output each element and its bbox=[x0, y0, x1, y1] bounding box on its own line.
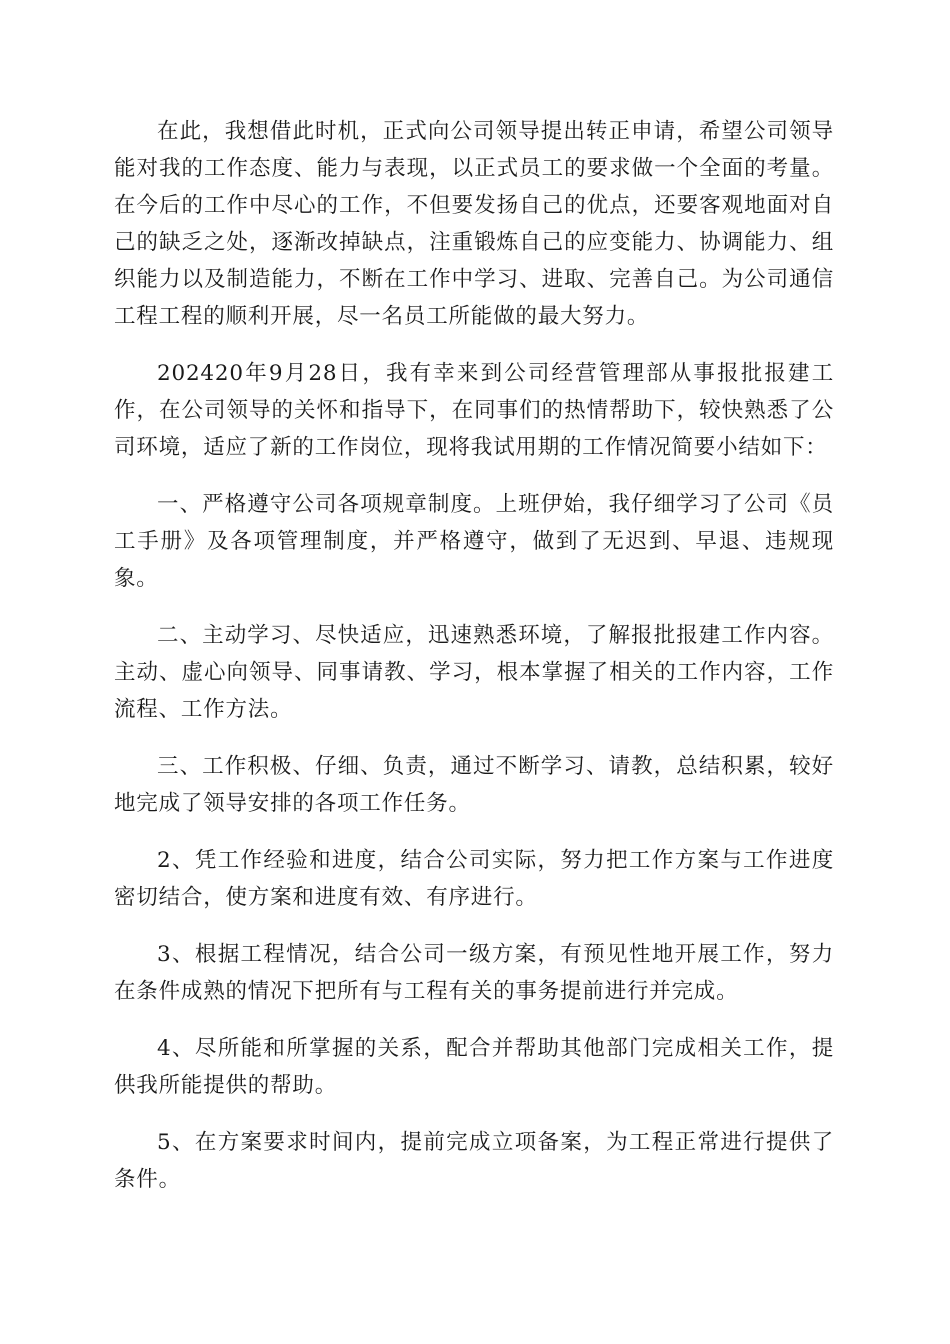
paragraph-subitem-5: 5、在方案要求时间内，提前完成立项备案，为工程正常进行提供了条件。 bbox=[114, 1130, 834, 1192]
paragraph-subitem-2: 2、凭工作经验和进度，结合公司实际，努力把工作方案与工作进度密切结合，使方案和进度有效、有序进行。 bbox=[114, 848, 834, 910]
paragraph-application: 在此，我想借此时机，正式向公司领导提出转正申请，希望公司领导能对我的工作态度、能力与表现，以正式员工的要求做一个全面的考量。在今后的工作中尽心的工作，不但要发扬自己的优点，还要客观地面对自己的缺乏之处，逐渐改掉缺点，注重锻炼自己的应变能力、协调能力、组织能力以及制造能力，不断在工作中学习、进取、完善自己。为公司通信工程工程的顺利开展，尽一名员工所能做的最大努力。 bbox=[114, 119, 834, 329]
paragraph-item-1: 一、严格遵守公司各项规章制度。上班伊始，我仔细学习了公司《员工手册》及各项管理制度，并严格遵守，做到了无迟到、早退、违规现象。 bbox=[114, 492, 834, 591]
document-page bbox=[114, 0, 834, 1344]
document-body bbox=[114, 113, 834, 1218]
paragraph-item-3: 三、工作积极、仔细、负责，通过不断学习、请教，总结积累，较好地完成了领导安排的各项工作任务。 bbox=[114, 754, 834, 816]
paragraph-subitem-4: 4、尽所能和所掌握的关系，配合并帮助其他部门完成相关工作，提供我所能提供的帮助。 bbox=[114, 1036, 834, 1098]
paragraph-introduction: 202420年9月28日，我有幸来到公司经营管理部从事报批报建工作，在公司领导的关怀和指导下，在同事们的热情帮助下，较快熟悉了公司环境，适应了新的工作岗位，现将我试用期的工作情况简要小结如下： bbox=[114, 361, 834, 460]
paragraph-subitem-3: 3、根据工程情况，结合公司一级方案，有预见性地开展工作，努力在条件成熟的情况下把所有与工程有关的事务提前进行并完成。 bbox=[114, 942, 834, 1004]
paragraph-item-2: 二、主动学习、尽快适应，迅速熟悉环境，了解报批报建工作内容。主动、虚心向领导、同事请教、学习，根本掌握了相关的工作内容，工作流程、工作方法。 bbox=[114, 623, 834, 722]
